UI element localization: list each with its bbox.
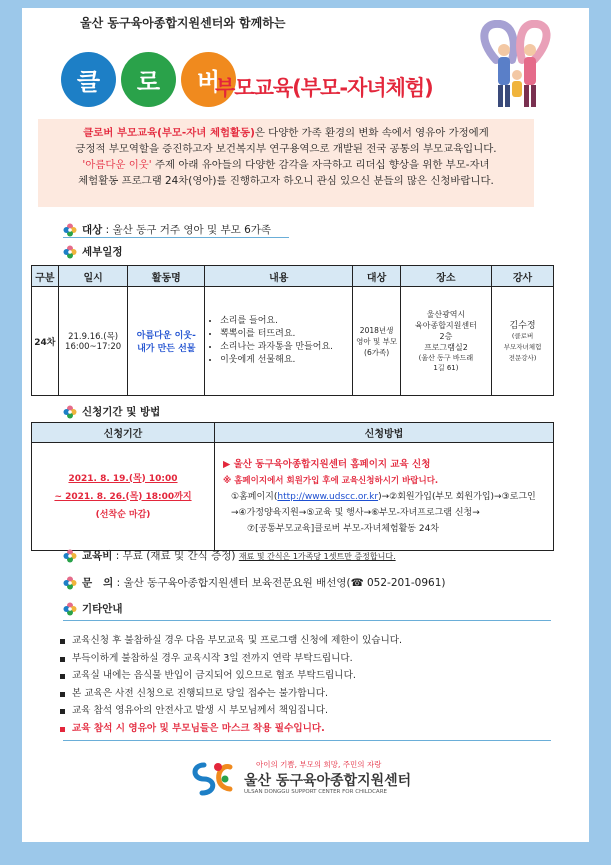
step2: →④가정양육지원→⑤교육 및 행사→⑥부모-자녀프로그램 신청→ xyxy=(231,507,480,518)
contact-text: : 울산 동구육아종합지원센터 보육전문요원 배선영(☎ 052-201-0961) xyxy=(113,577,446,589)
application-heading xyxy=(63,404,160,419)
etc-item-text: 교육 참석 영유아의 안전사고 발생 시 부모님께서 책임집니다. xyxy=(72,705,329,716)
cell-instructor xyxy=(492,287,554,396)
instructor-note: (클로버 부모자녀체험 전문강사) xyxy=(503,332,542,362)
target-label: 대상 xyxy=(82,224,103,236)
place-text: 울산광역시 육아종합지원센터 2층 프로그램실2 xyxy=(415,310,477,352)
footer-org-en: ULSAN DONGGU SUPPORT CENTER FOR CHILDCARE xyxy=(244,789,387,795)
fee-note: 재료 및 간식은 1가족당 1셋트만 증정합니다. xyxy=(238,552,396,561)
list-item xyxy=(60,667,540,685)
cell-session: 24차 xyxy=(32,287,59,396)
intro-text-2: 긍정적 부모역할을 증진하고자 보건복지부 연구용역으로 개발된 전국 공통의 부모교육입니다. xyxy=(75,143,497,155)
list-item xyxy=(60,685,540,703)
place-note: (울산 동구 바드래 1길 61) xyxy=(418,354,474,372)
bullet-icon xyxy=(60,692,65,697)
fee-text: : 무료 (재료 및 간식 증정) xyxy=(112,550,239,562)
bullet-icon xyxy=(60,657,65,662)
etc-list xyxy=(60,632,540,737)
list-item xyxy=(60,702,540,720)
col-datetime: 일시 xyxy=(58,266,128,287)
flower-icon xyxy=(63,405,77,419)
target-text: : 울산 동구 거주 영아 및 부모 6가족 xyxy=(102,224,272,236)
contact-row xyxy=(63,575,446,590)
col-instructor: 강사 xyxy=(492,266,554,287)
intro-program-name: 클로버 부모교육(부모-자녀 체험활동) xyxy=(83,127,255,139)
instructor-name: 김수정 xyxy=(509,321,536,331)
supertitle: 울산 동구육아종합지원센터와 함께하는 xyxy=(80,16,286,30)
period-note: (선착순 마감) xyxy=(95,509,151,520)
intro-text-4: 체험활동 프로그램 24차(영아)를 진행하고자 하오니 관심 있으신 분들의 많은 신청바랍니다. xyxy=(78,175,494,187)
page-title: 부모교육(부모-자녀체험) xyxy=(215,76,433,100)
center-logo-icon xyxy=(190,757,242,797)
intro-text-3: 주제 아래 유아들의 다양한 감각을 자극하고 리더십 향상을 위한 부모-자녀 xyxy=(151,159,490,171)
cell-audience: 2018년생 영아 및 부모 (6가족) xyxy=(353,287,400,396)
schedule-table xyxy=(31,265,554,396)
footer-slogan: 아이의 기쁨, 부모의 희망, 주민의 자랑 xyxy=(256,760,382,769)
cell-datetime: 21.9.16.(목) 16:00~17:20 xyxy=(58,287,128,396)
table-row xyxy=(32,443,554,551)
fee-row xyxy=(63,548,396,563)
etc-item-text: 본 교육은 사전 신청으로 진행되므로 당일 접수는 불가합니다. xyxy=(72,687,329,699)
flower-icon xyxy=(63,602,77,616)
list-item: • 이웃에게 선물해요. xyxy=(220,354,351,367)
footer-org: 울산 동구육아종합지원센터 xyxy=(244,773,412,789)
etc-top-rule xyxy=(63,620,551,621)
table-row xyxy=(32,287,554,396)
list-item xyxy=(60,632,540,650)
col-activity: 활동명 xyxy=(128,266,205,287)
family-illustration xyxy=(474,20,559,115)
list-item: • 소리나는 과자통을 만들어요. xyxy=(220,341,351,354)
cell-place xyxy=(400,287,491,396)
flower-icon xyxy=(63,576,77,590)
method-title: ▶ 울산 동구육아종합지원센터 홈페이지 교육 신청 xyxy=(223,458,431,470)
fee-label: 교육비 xyxy=(82,550,113,562)
col-period: 신청기간 xyxy=(32,423,215,443)
period-start: 2021. 8. 19.(목) 10:00 xyxy=(68,473,178,484)
cell-contents xyxy=(205,287,353,396)
bullet-icon xyxy=(60,709,65,714)
schedule-heading xyxy=(63,244,123,259)
cell-method xyxy=(215,443,554,551)
step3: ⑦[공통부모교육]클로버 부모-자녀체험활동 24차 xyxy=(247,523,440,534)
flower-icon xyxy=(63,549,77,563)
bullet-icon xyxy=(60,639,65,644)
contact-label: 문 의 xyxy=(82,577,114,589)
target-underline xyxy=(63,237,289,238)
bullet-icon xyxy=(60,727,65,732)
circle-cl: 클 xyxy=(61,52,116,107)
etc-item-text: 부득이하게 불참하실 경우 교육시작 3일 전까지 연락 부탁드립니다. xyxy=(72,652,353,664)
bullet-icon xyxy=(60,674,65,679)
circle-beo: 버 xyxy=(181,52,236,107)
col-method: 신청방법 xyxy=(215,423,554,443)
intro-box xyxy=(38,119,534,207)
intro-text-1: 은 다양한 가족 환경의 변화 속에서 영유아 가정에게 xyxy=(254,127,489,139)
list-item: • 소리를 들어요. xyxy=(220,315,351,328)
list-item: • 뽁뽁이를 터뜨려요. xyxy=(220,328,351,341)
col-audience: 대상 xyxy=(353,266,400,287)
circle-ro: 로 xyxy=(121,52,176,107)
target-row xyxy=(63,222,271,237)
etc-item-mask: 교육 참석 시 영유아 및 부모님들은 마스크 착용 필수입니다. xyxy=(72,722,325,734)
schedule-heading-label: 세부일정 xyxy=(82,246,123,258)
col-contents: 내용 xyxy=(205,266,353,287)
cell-period xyxy=(32,443,215,551)
step1-pre: ①홈페이지( xyxy=(231,491,278,502)
cell-activity: 아름다운 이웃- 내가 만든 선물 xyxy=(128,287,205,396)
etc-bottom-rule xyxy=(63,740,551,741)
flower-icon xyxy=(63,245,77,259)
period-end: ~ 2021. 8. 26.(목) 18:00까지 xyxy=(54,491,192,502)
etc-heading-label: 기타안내 xyxy=(82,603,123,615)
homepage-link[interactable]: http://www.udscc.or.kr xyxy=(277,491,379,502)
step1-post: )→②회원가입(부모 회원가입)→③로그인 xyxy=(378,491,536,502)
method-warning: ※ 홈페이지에서 회원가입 후에 교육신청하시기 바랍니다. xyxy=(223,475,439,486)
flower-icon xyxy=(63,223,77,237)
application-table xyxy=(31,422,554,551)
application-heading-label: 신청기간 및 방법 xyxy=(82,406,161,418)
list-item xyxy=(60,650,540,668)
intro-theme: '아름다운 이웃' xyxy=(82,159,152,171)
etc-item-text: 교육신청 후 불참하실 경우 다음 부모교육 및 프로그램 신청에 제한이 있습니다. xyxy=(72,635,403,646)
col-place: 장소 xyxy=(400,266,491,287)
col-session: 구분 xyxy=(32,266,59,287)
etc-item-text: 교육실 내에는 음식물 반입이 금지되어 있으므로 협조 부탁드립니다. xyxy=(72,670,356,681)
etc-heading xyxy=(63,601,123,616)
list-item xyxy=(60,720,540,738)
